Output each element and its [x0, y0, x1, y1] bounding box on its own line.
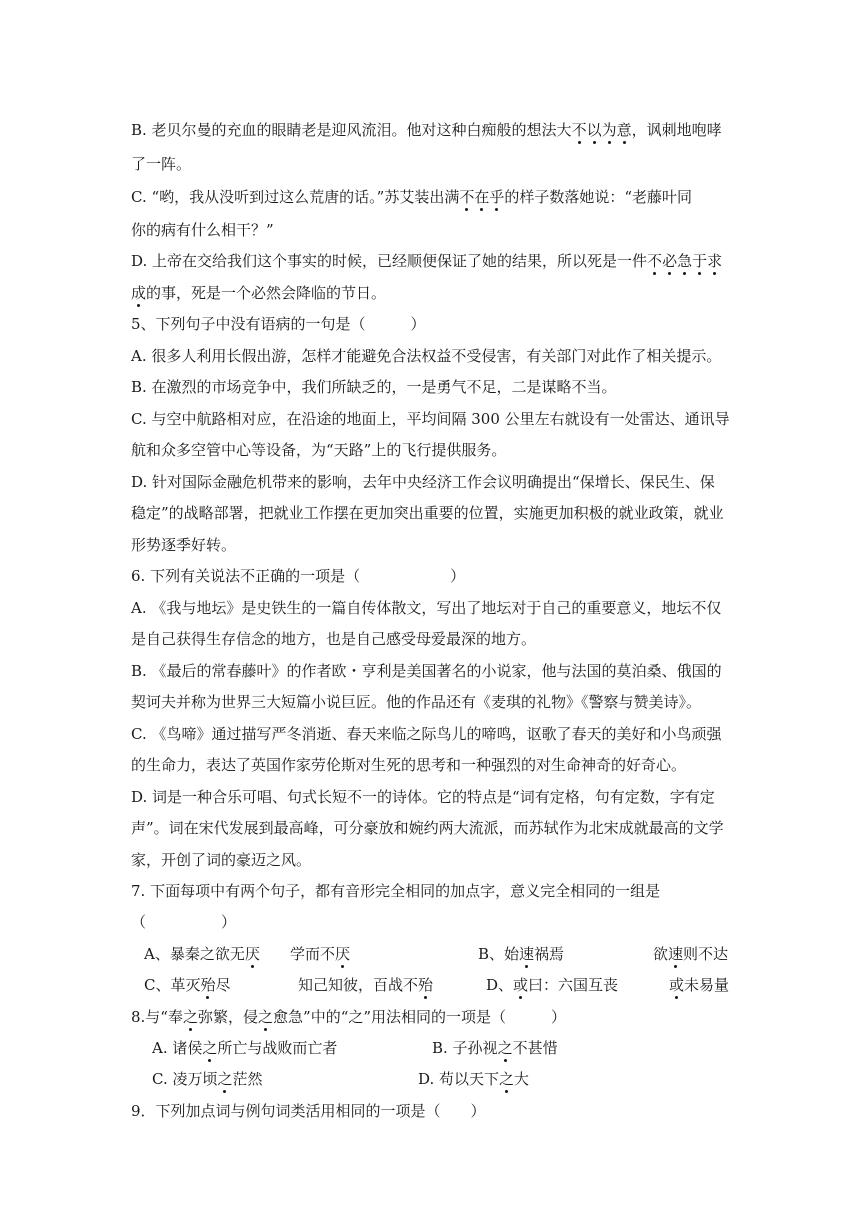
emphasis-dotted-text: 之 — [202, 1039, 218, 1057]
emphasis-dotted-char: 以 — [586, 121, 602, 139]
text-line: 的生命力，表达了英国作家劳伦斯对生死的思考和一种强烈的对生命神奇的好奇心。 — [131, 756, 687, 774]
q7-option-c-2: 知己知彼，百战不殆 — [298, 976, 434, 994]
text-line: B. 老贝尔曼的充血的眼睛老是迎风流泪。他对这种白痴般的想法大不以为意，讽刺地咆哮 — [131, 121, 722, 139]
text-line: D. 上帝在交给我们这个事实的时候，已经顺便保证了她的结果，所以死是一件不必急于求 — [131, 252, 723, 270]
question-6-title: 6. 下列有关说法不正确的一项是（ ） — [131, 567, 466, 585]
text-line: B. 在激烈的市场竞争中，我们所缺乏的，一是勇气不足，二是谋略不当。 — [131, 378, 617, 396]
emphasis-dotted-char: 不 — [647, 252, 663, 270]
emphasis-dotted-text: 之 — [499, 1070, 515, 1088]
text-line: （ ） — [131, 913, 237, 931]
emphasis-dotted-text: 之 — [497, 1039, 513, 1057]
emphasis-dotted-text: 成 — [131, 284, 147, 302]
emphasis-dotted-char: 于 — [692, 252, 708, 270]
emphasis-dotted-text: 殆 — [200, 976, 216, 994]
q7-option-a-1: A、暴秦之欲无厌 — [144, 945, 260, 963]
q7-option-b-2: 欲速则不达 — [653, 945, 729, 963]
text-line: A. 很多人利用长假出游，怎样才能避免合法权益不受侵害，有关部门对此作了相关提示。 — [131, 347, 722, 365]
q8-option-a: A. 诸侯之所亡与战败而亡者 — [152, 1039, 338, 1057]
text-line: C. 《鸟啼》通过描写严冬消逝、春天来临之际鸟儿的啼鸣，讴歌了春天的美好和小鸟顽强 — [131, 725, 722, 743]
emphasis-dotted-text: 或 — [513, 976, 529, 994]
emphasis-dotted-text: 殆 — [418, 976, 434, 994]
text-line: 稳定”的战略部署，把就业工作摆在更加突出重要的位置，实施更加积极的就业政策，就业 — [131, 504, 724, 522]
emphasis-dotted-text: 之 — [217, 1070, 233, 1088]
emphasis-dotted-text: 之 — [182, 1008, 198, 1026]
emphasis-dotted-text — [459, 188, 504, 206]
question-5-title: 5、下列句子中没有语病的一句是（ ） — [131, 315, 426, 333]
emphasis-dotted-char: 不 — [571, 121, 587, 139]
emphasis-dotted-char: 在 — [474, 188, 490, 206]
emphasis-dotted-text: 速 — [519, 945, 535, 963]
emphasis-dotted-char: 为 — [601, 121, 617, 139]
emphasis-dotted-text — [572, 121, 632, 139]
q8-option-d: D. 苟以天下之大 — [418, 1070, 530, 1088]
text-line: C. “哟，我从没听到过这么荒唐的话。”苏艾装出满不在乎的样子数落她说：“老藤叶同 — [131, 188, 693, 206]
emphasis-dotted-text — [647, 252, 722, 270]
emphasis-dotted-text: 之 — [258, 1008, 274, 1026]
q7-option-d-1: D、或曰：六国互丧 — [486, 976, 619, 994]
emphasis-dotted-text: 速 — [668, 945, 684, 963]
text-line: 你的病有什么相干？” — [131, 221, 274, 239]
text-line: 声”。词在宋代发展到最高峰，可分豪放和婉约两大流派，而苏轼作为北宋成就最高的文学 — [131, 819, 724, 837]
text-line: B. 《最后的常春藤叶》的作者欧・亨利是美国著名的小说家，他与法国的莫泊桑、俄国的 — [131, 662, 722, 680]
question-7-title: 7. 下面每项中有两个句子，都有音形完全相同的加点字，意义完全相同的一组是 — [131, 882, 661, 900]
emphasis-dotted-text: 厌 — [335, 945, 351, 963]
emphasis-dotted-char: 必 — [662, 252, 678, 270]
emphasis-dotted-char: 意 — [616, 121, 632, 139]
question-8-title: 8.与“奉之弥繁，侵之愈急”中的“之”用法相同的一项是（ ） — [131, 1008, 567, 1026]
text-line: C. 与空中航路相对应，在沿途的地面上，平均间隔 300 公里左右就设有一处雷达、通讯导 — [131, 410, 730, 428]
text-line: D. 针对国际金融危机带来的影响，去年中央经济工作会议明确提出“保增长、保民生、保 — [131, 473, 715, 491]
question-9-title: 9．下列加点词与例句词类活用相同的一项是（ ） — [131, 1102, 486, 1120]
text-line: 契诃夫并称为世界三大短篇小说巨匠。他的作品还有《麦琪的礼物》《警察与赞美诗》。 — [131, 693, 702, 711]
q7-option-d-2: 或未易量 — [669, 976, 730, 994]
text-line: 了一阵。 — [131, 155, 192, 173]
text-line: 是自己获得生存信念的地方，也是自己感受母爱最深的地方。 — [131, 630, 537, 648]
emphasis-dotted-char: 求 — [707, 252, 723, 270]
text-line: 成的事，死是一个必然会降临的节日。 — [131, 284, 387, 302]
emphasis-dotted-text: 厌 — [244, 945, 260, 963]
text-line: 航和众多空管中心等设备，为“天路”上的飞行提供服务。 — [131, 441, 507, 459]
q7-option-c-1: C、革灭殆尽 — [144, 976, 231, 994]
emphasis-dotted-char: 乎 — [489, 188, 505, 206]
text-line: A. 《我与地坛》是史铁生的一篇自传体散文，写出了地坛对于自己的重要意义，地坛不仅 — [131, 599, 722, 617]
emphasis-dotted-text: 或 — [669, 976, 685, 994]
text-line: 形势逐季好转。 — [131, 536, 237, 554]
emphasis-dotted-char: 不 — [459, 188, 475, 206]
text-line: D. 词是一种合乐可唱、句式长短不一的诗体。它的特点是“词有定格，句有定数，字有定 — [131, 788, 715, 806]
q8-option-b: B. 子孙视之不甚惜 — [432, 1039, 558, 1057]
text-line: 家，开创了词的豪迈之风。 — [131, 851, 312, 869]
q7-option-b-1: B、始速祸焉 — [478, 945, 565, 963]
emphasis-dotted-char: 急 — [677, 252, 693, 270]
q7-option-a-2: 学而不厌 — [290, 945, 351, 963]
q8-option-c: C. 凌万顷之茫然 — [152, 1070, 263, 1088]
